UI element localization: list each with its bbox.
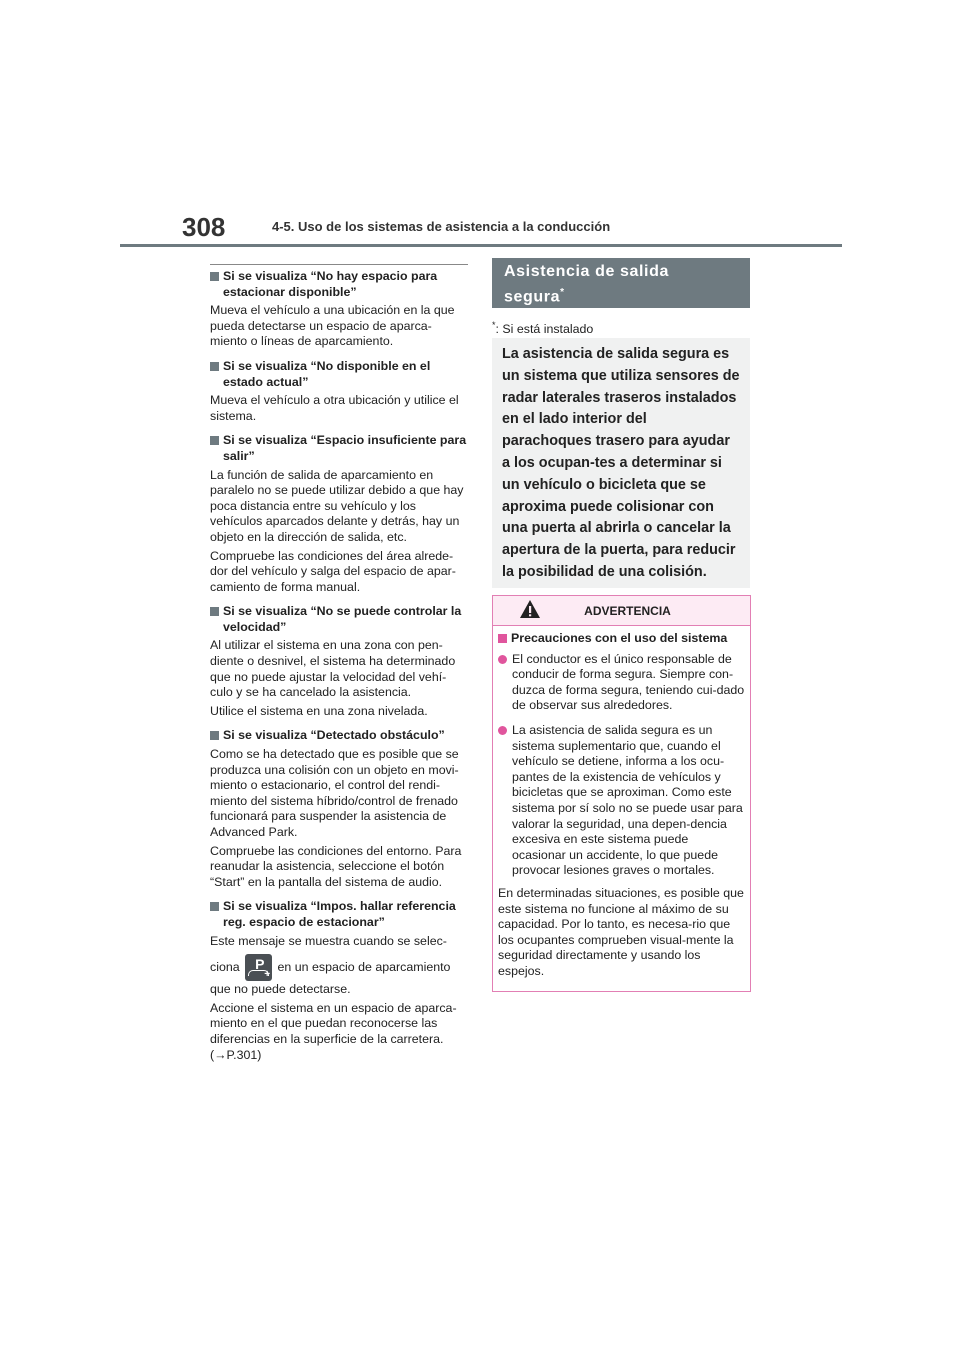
paragraph: que no puede detectarse.: [210, 982, 351, 997]
paragraph: Como se ha detectado que es posible que se produzca una colisión con un objeto en movi-miento o estacionario, el control del rendi-miento del sistema híbrido/control de frenado funcionará para suspender la asistencia de Advanced Park.: [210, 747, 459, 839]
list-item: El conductor es el único responsable de conducir de forma segura. Siempre con-duzca de forma segura, teniendo cui-dado de observar sus alrededores.: [498, 652, 745, 714]
message-section: [210, 604, 468, 719]
header-rule: [120, 244, 842, 247]
message-section: [210, 433, 468, 595]
message-section: [210, 728, 468, 890]
list-item: La asistencia de salida segura es un sistema suplementario que, cuando el vehículo se detiene, informa a los ocu-pantes de la existencia de vehículos y bicicletas que se aproximan. Como este sistema por sí solo no se puede usar para valorar la seguridad, una depen-dencia excesiva en este sistema puede ocasionar un accidente, lo que puede provocar lesiones graves o mortales.: [498, 723, 745, 879]
warning-title: ADVERTENCIA: [584, 604, 671, 618]
section-heading: Si se visualiza “Espacio insuficiente para salir”: [210, 433, 468, 464]
page-number: 308: [182, 212, 226, 242]
round-bullet-icon: [498, 723, 512, 879]
paragraph: Utilice el sistema en una zona nivelada.: [210, 703, 428, 718]
section-heading: Si se visualiza “No disponible en el estado actual”: [210, 359, 468, 390]
square-bullet-icon: [210, 728, 223, 744]
square-bullet-icon: [210, 359, 223, 390]
section-banner: [492, 258, 750, 308]
warning-triangle-icon: [519, 598, 541, 620]
warning-heading: Precauciones con el uso del sistema: [498, 631, 745, 647]
section-heading: Si se visualiza “No hay espacio para estacionar disponible”: [210, 269, 468, 300]
banner-title: Asistencia de salida segura*: [504, 263, 669, 306]
square-bullet-icon: [210, 899, 223, 930]
message-section: [210, 899, 468, 1063]
round-bullet-icon: [498, 652, 512, 714]
parking-assist-icon: P +: [245, 954, 272, 981]
section-heading: Si se visualiza “Detectado obstáculo”: [210, 728, 468, 744]
section-heading: Si se visualiza “No se puede controlar la velocidad”: [210, 604, 468, 635]
page-reference: (→P.301): [210, 1047, 262, 1062]
footnote: *: Si está instalado: [492, 320, 594, 337]
paragraph: Al utilizar el sistema en una zona con pen-diente o desnivel, el sistema ha determinado que no puede ajustar la velocidad del vehí-culo y se ha cancelado la asistencia.: [210, 638, 456, 700]
paragraph: Compruebe las condiciones del área alrede-dor del vehículo y salga del espacio de apar-camiento de forma manual.: [210, 548, 456, 594]
paragraph: Accione el sistema en un espacio de aparca-miento en el que puedan reconocerse las diferencias en la superficie de la carretera. (→P.301): [210, 1000, 457, 1062]
paragraph: La función de salida de aparcamiento en paralelo no se puede utilizar debido a que hay poca distancia entre su vehículo y los vehículos aparcados delante y detrás, hay un objeto en la dirección de salida, etc.: [210, 467, 464, 544]
paragraph-with-icon: ciona P + en un espacio de aparcamiento: [210, 956, 451, 981]
summary-text: La asistencia de salida segura es un sistema que utiliza sensores de radar laterales traseros instalados en el lado interior del parachoques trasero para ayudar a los ocupan-tes a determinar si un vehículo o bicicleta que se aproxima puede colisionar con una puerta al abrirla o cancelar la apertura de la puerta, para reducir la posibilidad de una colisión.: [502, 346, 740, 580]
message-section: [210, 269, 468, 350]
paragraph: Mueva el vehículo a una ubicación en la que pueda detectarse un espacio de aparca-miento o líneas de aparcamiento.: [210, 303, 455, 349]
paragraph: En determinadas situaciones, es posible que este sistema no funcione al máximo de su capacidad. Por lo tanto, es necesa-rio que los ocupantes comprueben visual-mente la seguridad directamente y usando los espejos.: [498, 885, 744, 978]
warning-body: [498, 631, 745, 979]
paragraph: Mueva el vehículo a otra ubicación y utilice el sistema.: [210, 393, 459, 423]
summary-box: [492, 338, 750, 588]
left-column: [210, 264, 468, 1063]
square-bullet-icon: [210, 604, 223, 635]
square-bullet-icon: [210, 433, 223, 464]
paragraph: Compruebe las condiciones del entorno. Para reanudar la asistencia, seleccione el botón “Start” en la pantalla del sistema de audio.: [210, 843, 462, 889]
section-heading: Si se visualiza “Impos. hallar referencia reg. espacio de estacionar”: [210, 899, 468, 930]
square-bullet-icon: [210, 269, 223, 300]
warning-box: [492, 595, 751, 992]
paragraph: Este mensaje se muestra cuando se selec-: [210, 933, 447, 948]
message-section: [210, 359, 468, 424]
square-bullet-icon: [498, 631, 511, 647]
section-title: 4-5. Uso de los sistemas de asistencia a la conducción: [272, 219, 611, 234]
